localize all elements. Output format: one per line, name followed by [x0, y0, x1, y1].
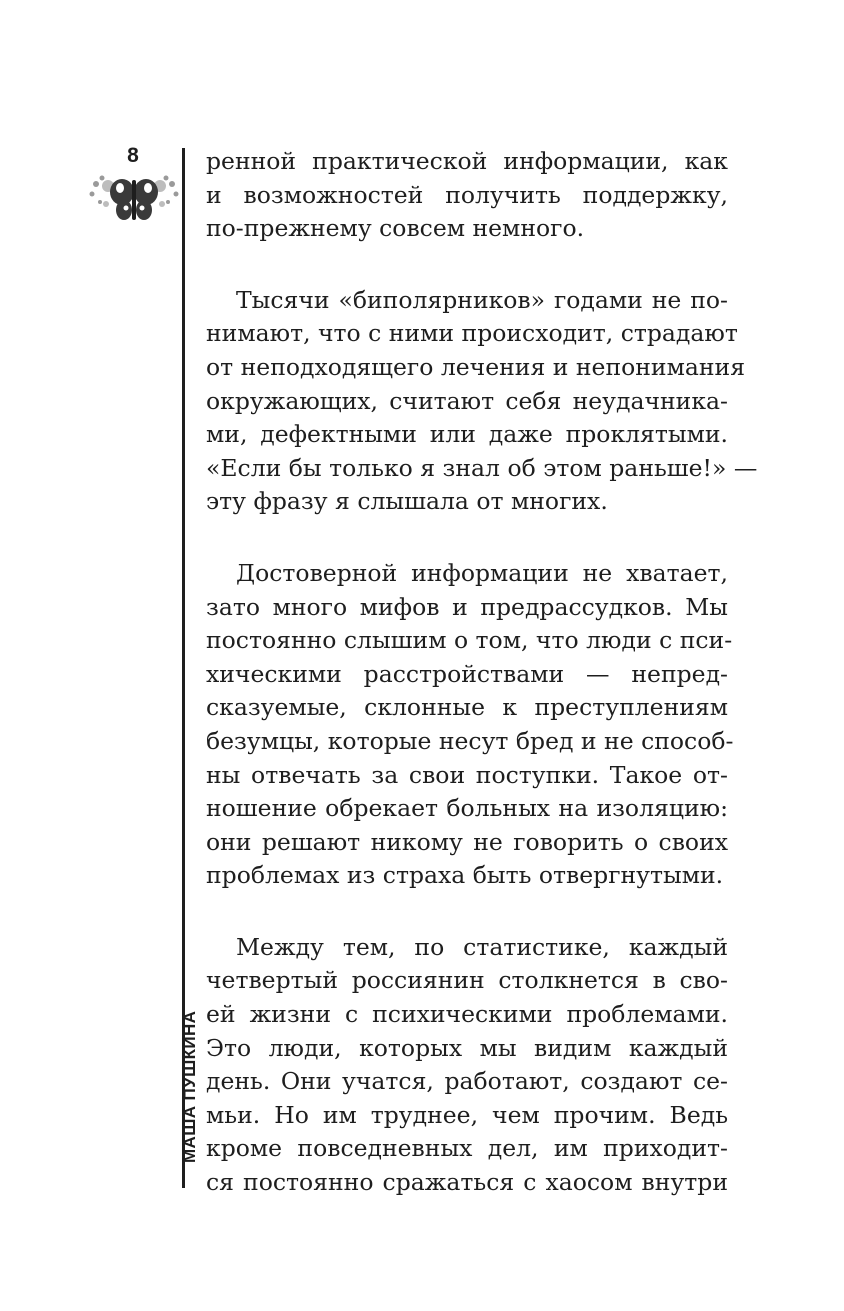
text-line: «Если бы только я знал об этом раньше!» — — [206, 453, 758, 482]
text-line: от неподходящего лечения и непонимания — [206, 352, 746, 381]
paragraph — [206, 284, 758, 519]
text-line: сказуемые, склонные к преступлениям — [206, 693, 728, 722]
text-line: ся постоянно сражаться с хаосом внутри — [206, 1168, 728, 1197]
text-line: ми, дефектными или даже проклятыми. — [206, 420, 728, 449]
paragraph — [206, 145, 728, 246]
text-line: Тысячи «биполярников» годами не по- — [236, 285, 728, 314]
text-line: четвертый россиянин столкнется в сво- — [206, 966, 728, 995]
text-line: эту фразу я слышала от многих. — [206, 487, 608, 516]
running-head: МАША ПУШКИНА — [180, 1010, 199, 1163]
text-line: ны отвечать за свои поступки. Такое от- — [206, 760, 728, 789]
text-line: мьи. Но им труднее, чем прочим. Ведь — [206, 1100, 728, 1129]
butterfly-ornament-icon — [86, 172, 182, 226]
text-line: по-прежнему совсем немного. — [206, 214, 585, 243]
text-line: Это люди, которых мы видим каждый — [206, 1033, 728, 1062]
text-line: безумцы, которые несут бред и не способ- — [206, 726, 734, 755]
page-number: 8 — [127, 144, 139, 167]
text-line: проблемах из страха быть отвергнутыми. — [206, 861, 724, 890]
text-line: и возможностей получить поддержку, — [206, 180, 728, 209]
text-line: ношение обрекает больных на изоляцию: — [206, 794, 728, 823]
text-line: зато много мифов и предрассудков. Мы — [206, 592, 728, 621]
text-line: день. Они учатся, работают, создают се- — [206, 1067, 728, 1096]
text-line: Достоверной информации не хватает, — [236, 558, 728, 587]
text-line: нимают, что с ними происходит, страдают — [206, 319, 738, 348]
text-line: ренной практической информации, как — [206, 147, 728, 175]
text-line: хическими расстройствами — непред- — [206, 659, 728, 688]
text-line: окружающих, считают себя неудачника- — [206, 386, 728, 415]
text-line: ей жизни с психическими проблемами. — [206, 1000, 728, 1029]
body-text — [206, 145, 758, 1238]
paragraph — [206, 557, 734, 893]
text-line: постоянно слышим о том, что люди с пси- — [206, 626, 733, 655]
text-line: кроме повседневных дел, им приходит- — [206, 1134, 728, 1163]
text-line: Между тем, по статистике, каждый — [236, 932, 728, 961]
text-line: они решают никому не говорить о своих — [206, 827, 728, 856]
paragraph — [206, 931, 728, 1200]
